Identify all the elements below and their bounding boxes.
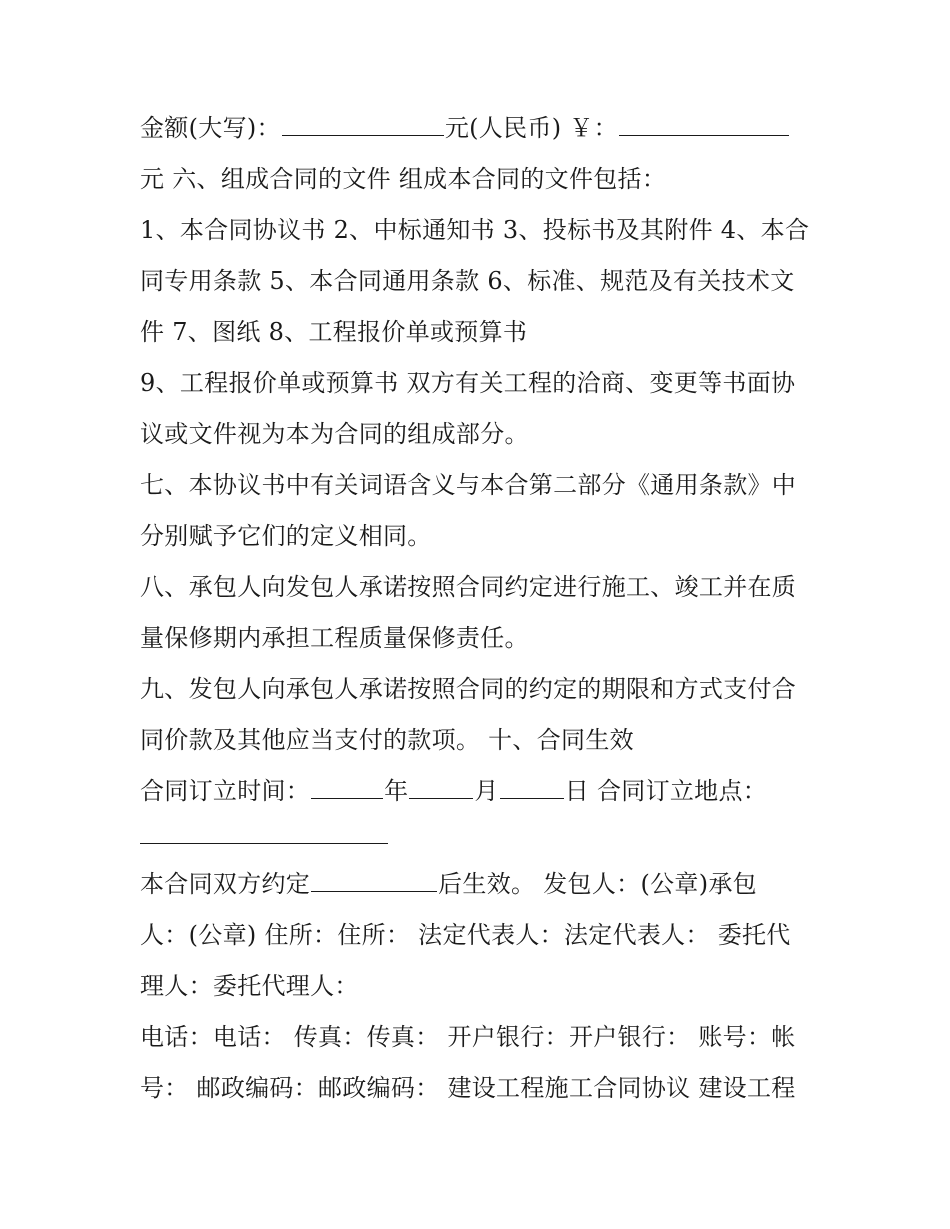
amount-line <box>140 112 790 144</box>
effective-text: 后生效。 发包人：(公章)承包 <box>438 870 757 898</box>
agreement-label: 本合同双方约定 <box>140 870 311 898</box>
month-blank <box>409 776 473 799</box>
text-line <box>140 1021 796 1053</box>
section-seven-text: 分别赋予它们的定义相同。 <box>140 522 432 550</box>
document-list-line: 9、工程报价单或预算书 双方有关工程的洽商、变更等书面协 <box>140 369 796 397</box>
text-line <box>140 265 795 297</box>
party-info-text: 人：(公章) 住所：住所： 法定代表人：法定代表人： 委托代 <box>140 921 791 949</box>
text-line <box>140 970 359 1002</box>
text-line <box>140 418 529 450</box>
text-line <box>140 163 666 195</box>
amount-words-blank <box>282 113 444 136</box>
text-line <box>140 724 634 756</box>
amount-figures-blank <box>619 113 789 136</box>
text-line <box>140 673 796 705</box>
text-line <box>140 367 795 399</box>
text-line <box>140 571 796 603</box>
effective-condition-blank <box>311 869 437 892</box>
section-eight-text: 八、承包人向发包人承诺按照合同约定进行施工、竣工并在质 <box>140 573 797 601</box>
text-line <box>140 919 791 951</box>
amount-in-words-label: 金额(大写)： <box>140 114 281 142</box>
signing-date-line <box>140 775 767 807</box>
day-blank <box>500 776 564 799</box>
contact-info-text: 号： 邮政编码：邮政编码： 建设工程施工合同协议 建设工程 <box>140 1074 796 1102</box>
text-line <box>140 520 432 552</box>
month-label: 月 <box>474 777 499 805</box>
section-seven-text: 七、本协议书中有关词语含义与本合第二部分《通用条款》中 <box>140 471 797 499</box>
document-list-line: 件 7、图纸 8、工程报价单或预算书 <box>140 318 528 346</box>
section-nine-text: 同价款及其他应当支付的款项。 十、合同生效 <box>140 726 634 754</box>
text-line <box>140 469 796 501</box>
text-line <box>140 316 527 348</box>
contact-info-text: 电话：电话： 传真：传真： 开户银行：开户银行： 账号：帐 <box>140 1023 796 1051</box>
year-blank <box>311 776 383 799</box>
section-eight-text: 量保修期内承担工程质量保修责任。 <box>140 624 529 652</box>
party-info-text: 理人：委托代理人： <box>140 972 359 1000</box>
document-list-line: 1、本合同协议书 2、中标通知书 3、投标书及其附件 4、本合 <box>140 216 810 244</box>
text-line <box>140 622 529 654</box>
text-line <box>140 214 809 246</box>
document-list-line: 议或文件视为本为合同的组成部分。 <box>140 420 529 448</box>
signing-time-label: 合同订立时间： <box>140 777 311 805</box>
amount-rmb-label: 元(人民币) ￥： <box>444 114 618 142</box>
effective-line <box>140 868 757 900</box>
year-label: 年 <box>384 777 409 805</box>
signing-place-label: 日 合同订立地点： <box>564 777 768 805</box>
signing-place-blank <box>140 843 388 844</box>
section-six-heading: 元 六、组成合同的文件 组成本合同的文件包括： <box>140 165 667 193</box>
section-nine-text: 九、发包人向承包人承诺按照合同的约定的期限和方式支付合 <box>140 675 797 703</box>
document-list-line: 同专用条款 5、本合同通用条款 6、标准、规范及有关技术文 <box>140 267 795 295</box>
text-line <box>140 1072 796 1104</box>
